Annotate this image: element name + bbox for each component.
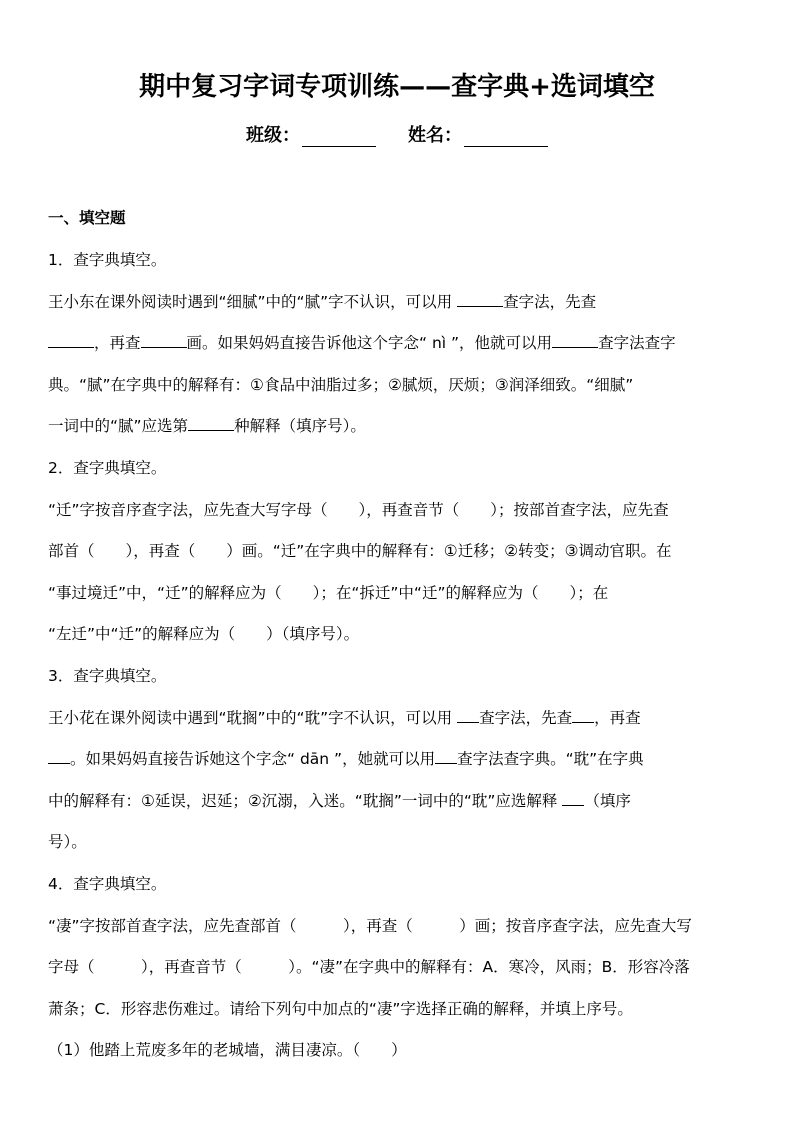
class-blank[interactable] (302, 128, 376, 147)
name-label: 姓名： (408, 125, 462, 146)
answer-blank[interactable] (141, 331, 187, 348)
q1-line: ，再查 画。如果妈妈直接告诉他这个字念“ nì ”，他就可以用 查字法查字 (48, 323, 744, 365)
class-label: 班级： (246, 125, 300, 146)
student-info (0, 121, 794, 147)
q2-line: “事过境迁”中，“迁”的解释应为（ ）；在“拆迁”中“迁”的解释应为（ ）；在 (48, 583, 609, 602)
q1-line: 典。“腻”在字典中的解释有：①食品中油脂过多；②腻烦，厌烦；③润泽细致。“细腻” (48, 375, 634, 394)
q1-line: 一词中的“腻”应选第 种解释（填序号）。 (48, 406, 744, 448)
q3-line: 。如果妈妈直接告诉她这个字念“ dān ”，她就可以用 查字法查字典。“耽”在字典 (48, 739, 744, 781)
q3-line: 王小花在课外阅读中遇到“耽搁”中的“耽”字不认识，可以用 查字法，先查 ，再查 (48, 698, 744, 740)
q4-line: 字母（ ），再查音节（ ）。“凄”在字典中的解释有：A．寒冷，风雨；B．形容冷落 (48, 958, 690, 977)
page-title: 期中复习字词专项训练——查字典+选词填空 (139, 72, 655, 102)
q4-line: “凄”字按部首查字法，应先查部首（ ），再查（ ）画；按音序查字法，应先查大写 (48, 916, 692, 935)
q4-heading: 4．查字典填空。 (48, 874, 167, 893)
q3-line: 中的解释有：①延误，迟延；②沉溺，入迷。“耽搁”一词中的“耽”应选解释 （填序 (48, 781, 744, 823)
q3-heading: 3．查字典填空。 (48, 666, 167, 685)
answer-blank[interactable] (435, 747, 457, 764)
answer-blank[interactable] (188, 414, 234, 431)
q3-line: 号）。 (48, 833, 87, 852)
q2-line: “左迁”中“迁”的解释应为（ ）（填序号）。 (48, 625, 360, 644)
answer-blank[interactable] (572, 706, 594, 723)
questions (48, 240, 744, 1072)
section-heading: 一、填空题 (48, 209, 126, 227)
q2-heading: 2．查字典填空。 (48, 458, 167, 477)
q2-line: 部首（ ），再查（ ）画。“迁”在字典中的解释有：①迁移；②转变；③调动官职。在 (48, 542, 672, 561)
answer-blank[interactable] (48, 747, 70, 764)
answer-blank[interactable] (552, 331, 598, 348)
q4-line: （1）他踏上荒废多年的老城墙，满目凄凉。（ ） (48, 1041, 407, 1060)
answer-blank[interactable] (457, 290, 503, 307)
answer-blank[interactable] (457, 706, 479, 723)
answer-blank[interactable] (48, 331, 94, 348)
name-blank[interactable] (464, 128, 548, 147)
answer-blank[interactable] (562, 789, 584, 806)
q4-line: 萧条；C．形容悲伤难过。请给下列句中加点的“凄”字选择正确的解释，并填上序号。 (48, 999, 633, 1018)
q1-heading: 1．查字典填空。 (48, 251, 167, 269)
q1-line: 王小东在课外阅读时遇到“细腻”中的“腻”字不认识，可以用 查字法，先查 (48, 282, 744, 324)
q2-line: “迁”字按音序查字法，应先查大写字母（ ），再查音节（ ）；按部首查字法，应先查 (48, 500, 669, 519)
